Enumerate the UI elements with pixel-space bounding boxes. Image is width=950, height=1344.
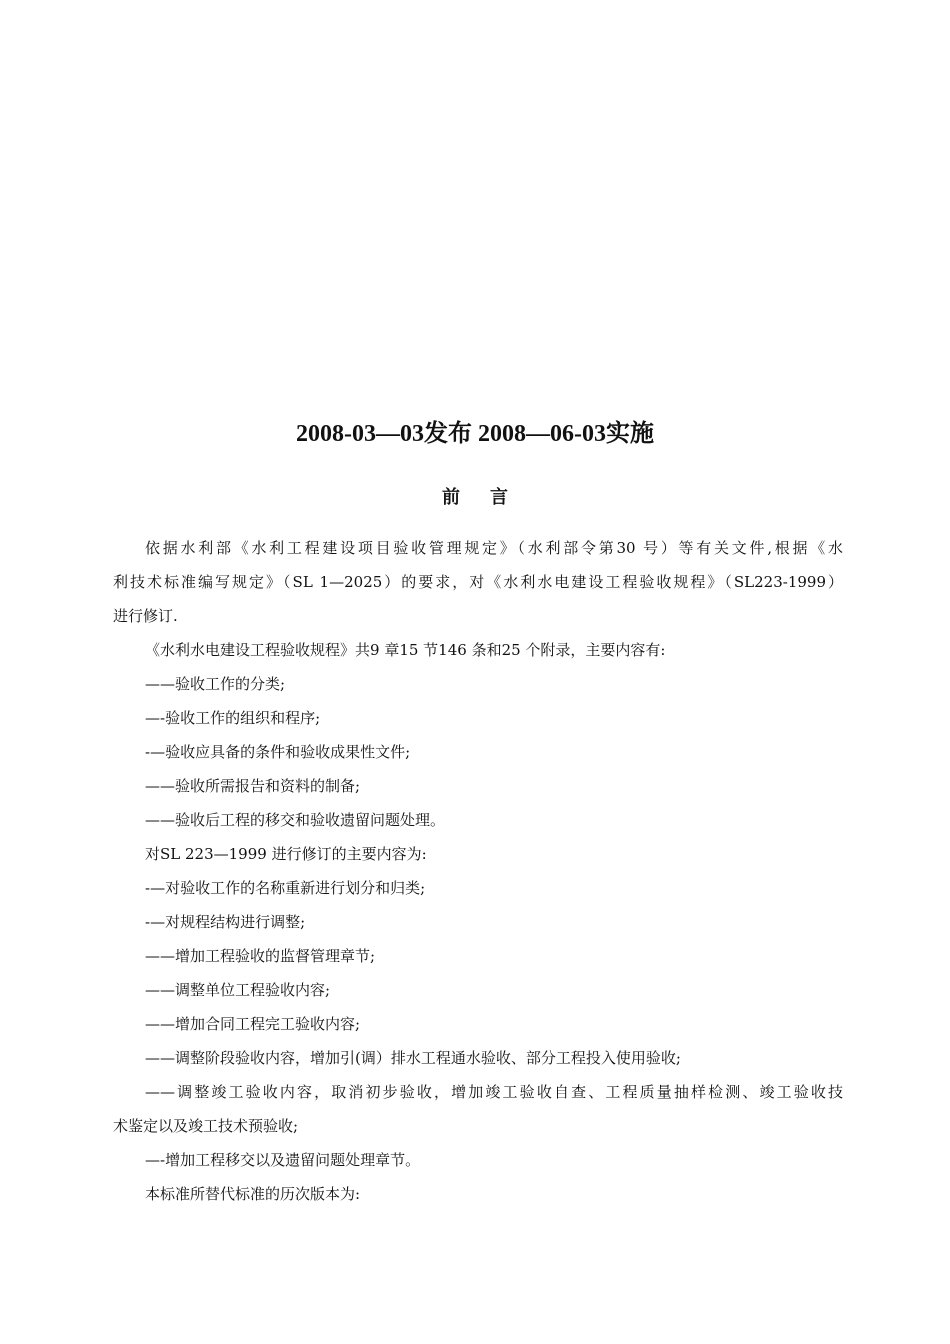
foreword-body bbox=[113, 531, 843, 1211]
list-item: ——增加合同工程完工验收内容; bbox=[145, 1015, 361, 1033]
list-item: -—验收应具备的条件和验收成果性文件; bbox=[145, 743, 411, 761]
list-item: —-增加工程移交以及遗留问题处理章节。 bbox=[145, 1151, 421, 1169]
list-item: —-验收工作的组织和程序; bbox=[145, 709, 321, 727]
list-item: ——增加工程验收的监督管理章节; bbox=[145, 947, 376, 965]
list-item: ——验收所需报告和资料的制备; bbox=[145, 777, 361, 795]
list-item: ——验收后工程的移交和验收遗留问题处理。 bbox=[145, 811, 446, 829]
list-item-continuation: 术鉴定以及竣工技术预验收; bbox=[113, 1117, 299, 1135]
foreword-heading: 前言 bbox=[442, 487, 538, 508]
paragraph: 本标准所替代标准的历次版本为: bbox=[145, 1185, 361, 1203]
list-item: ——调整竣工验收内容，取消初步验收，增加竣工验收自查、工程质量抽样检测、竣工验收技 bbox=[145, 1083, 843, 1101]
paragraph: 依据水利部《水利工程建设项目验收管理规定》（水利部令第30 号）等有关文件,根据《水 bbox=[145, 539, 843, 557]
paragraph: 对SL 223—1999 进行修订的主要内容为: bbox=[145, 845, 427, 863]
list-item: -—对规程结构进行调整; bbox=[145, 913, 306, 931]
list-item: ——验收工作的分类; bbox=[145, 675, 286, 693]
release-date-line: 2008-03—03发布 2008—06-03实施 bbox=[296, 421, 654, 447]
list-item: ——调整阶段验收内容，增加引(调）排水工程通水验收、部分工程投入使用验收; bbox=[145, 1049, 681, 1067]
list-item: -—对验收工作的名称重新进行划分和归类; bbox=[145, 879, 426, 897]
paragraph-continuation: 进行修订. bbox=[113, 607, 178, 625]
paragraph: 《水利水电建设工程验收规程》共9 章15 节146 条和25 个附录，主要内容有: bbox=[145, 641, 666, 659]
paragraph-continuation: 利技术标准编写规定》（SL 1—2025）的要求，对《水利水电建设工程验收规程》（SL223-1999） bbox=[113, 573, 843, 591]
list-item: ——调整单位工程验收内容; bbox=[145, 981, 331, 999]
